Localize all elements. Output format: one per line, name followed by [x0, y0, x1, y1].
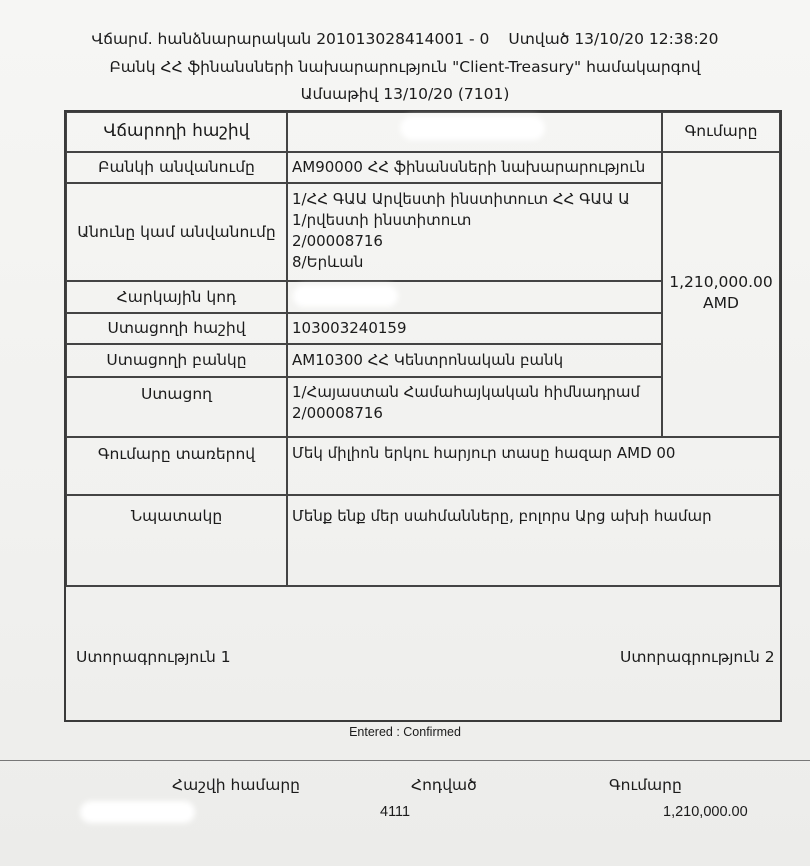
recipient-bank-value: AM10300 ՀՀ Կենտրոնական բանկ — [292, 351, 564, 369]
amount-header-label: Գումարը — [684, 122, 758, 140]
recipient-bank-label: Ստացողի բանկը — [106, 351, 247, 369]
amount-value: 1,210,000.00 — [669, 273, 773, 291]
name-value-line-3: 2/00008716 — [292, 232, 383, 250]
name-value-line-4: 8/Երևան — [292, 253, 364, 271]
header-line-3 — [0, 85, 810, 103]
bank-name-value: AM90000 ՀՀ ֆինանսների նախարարություն — [292, 158, 646, 176]
purpose-label: Նպատակը — [130, 507, 223, 525]
header-line-1 — [0, 30, 810, 48]
redacted-payer-account — [400, 116, 545, 140]
recipient-value-line-2: 2/00008716 — [292, 404, 383, 422]
amount-currency: AMD — [703, 294, 739, 312]
footer-divider — [0, 760, 810, 761]
redacted-tax-code — [293, 285, 398, 307]
footer-account-number-label: Հաշվի համարը — [172, 776, 300, 794]
header-line-2: Բանկ ՀՀ ֆինանսների նախարարություն "Client-Treasury" համակարգով — [109, 58, 701, 76]
order-prefix: Վճարմ. հանձնարարական — [91, 30, 312, 48]
recipient-value-line-1: 1/Հայաստան Համահայկական հիմնադրամ — [292, 383, 641, 401]
footer-article-label: Հոդված — [411, 776, 477, 794]
amount-words-value: Մեկ միլիոն երկու հարյուր տասը հազար AMD 00 — [292, 444, 676, 462]
name-value-line-2: 1/րվեստի ինստիտուտ — [292, 211, 472, 229]
signature-1: Ստորագրություն 1 — [76, 648, 231, 666]
date-label: Ամսաթիվ — [300, 85, 379, 103]
created-datetime: 13/10/20 12:38:20 — [574, 30, 719, 48]
redacted-footer-account — [80, 801, 195, 823]
recipient-label: Ստացող — [140, 385, 212, 403]
footer-article-value: 4111 — [380, 804, 411, 820]
tax-code-label: Հարկային կոդ — [116, 288, 237, 306]
recipient-account-label: Ստացողի հաշիվ — [107, 319, 246, 337]
bank-name-label: Բանկի անվանումը — [98, 158, 255, 176]
amount-words-label: Գումարը տառերով — [97, 445, 256, 463]
payer-account-label: Վճարողի հաշիվ — [103, 121, 250, 141]
name-label: Անունը կամ անվանումը — [77, 223, 276, 241]
order-number: 201013028414001 - 0 — [316, 30, 490, 48]
name-value-line-1: 1/ՀՀ ԳԱԱ Արվեստի ինստիտուտ ՀՀ ԳԱԱ Ա — [292, 190, 630, 208]
status-text: Entered : Confirmed — [349, 725, 461, 739]
recipient-account-value: 103003240159 — [292, 319, 407, 337]
signature-2: Ստորագրություն 2 — [620, 648, 775, 666]
footer-amount-label: Գումարը — [609, 776, 682, 794]
footer-amount-value: 1,210,000.00 — [663, 804, 748, 820]
date-value: 13/10/20 (7101) — [383, 85, 510, 103]
created-label: Ստված — [508, 30, 570, 48]
purpose-value: Մենք ենք մեր սահմանները, բոլորս Արց ախի համար — [292, 507, 712, 525]
